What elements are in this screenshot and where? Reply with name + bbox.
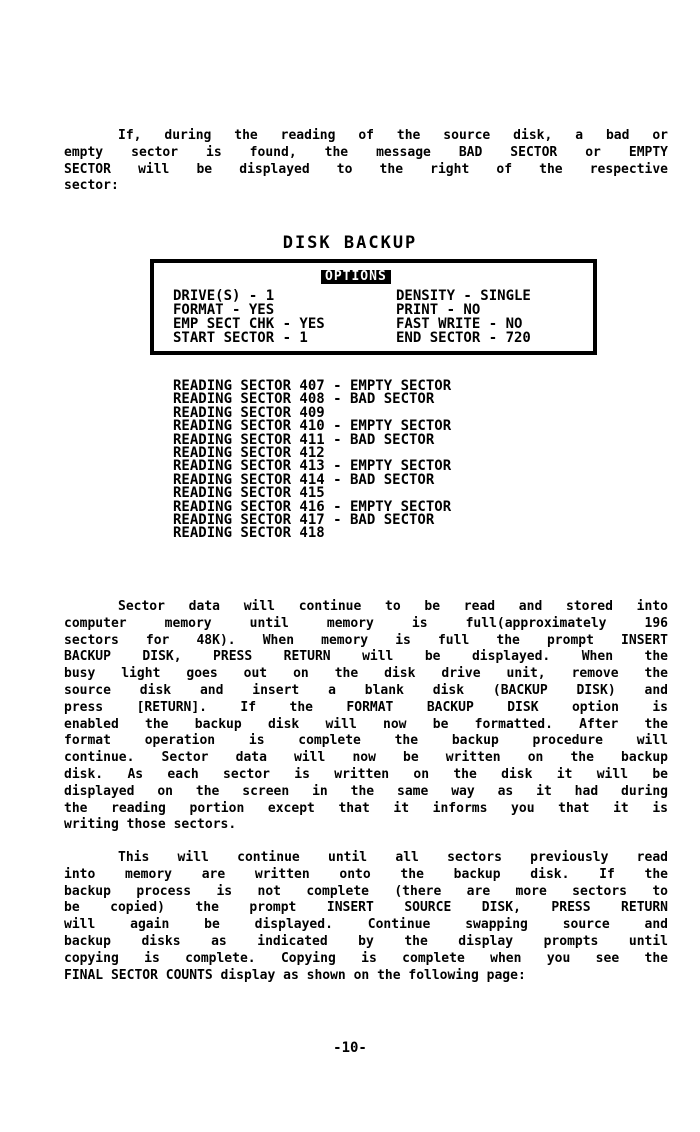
log-line: READING SECTOR 414 - BAD SECTOR <box>173 471 435 488</box>
log-line: READING SECTOR 415 <box>173 485 325 502</box>
text-line: SECTOR will be displayed to the right of the respective <box>64 161 668 177</box>
log-line: READING SECTOR 418 <box>173 525 325 542</box>
text-line: into memory are written onto the backup disk. If the <box>64 866 668 882</box>
text-line: sectors for 48K). When memory is full the prompt INSERT <box>64 632 668 648</box>
text-line: enabled the backup disk will now be formatted. After the <box>64 716 668 732</box>
option-density: DENSITY - SINGLE <box>396 288 531 304</box>
options-right-column <box>396 289 531 345</box>
log-line: READING SECTOR 417 - BAD SECTOR <box>173 512 435 529</box>
text-line: This will continue until all sectors previously read <box>118 850 668 865</box>
text-line: copying is complete. Copying is complete when you see the <box>64 950 668 966</box>
log-line: READING SECTOR 410 - EMPTY SECTOR <box>173 418 452 435</box>
page-number: -10- <box>333 1040 367 1056</box>
text-line: continue. Sector data will now be written on the backup <box>64 750 668 766</box>
sector-log <box>173 380 451 541</box>
text-line: format operation is complete the backup procedure will <box>64 733 668 749</box>
text-line: computer memory until memory is full(approximately 196 <box>64 615 668 631</box>
text-line: displayed on the screen in the same way as it had during <box>64 783 668 799</box>
text-line: backup disks as indicated by the display prompts until <box>64 933 668 949</box>
text-line: empty sector is found, the message BAD SECTOR or EMPTY <box>64 144 668 160</box>
log-line: READING SECTOR 408 - BAD SECTOR <box>173 391 435 408</box>
log-line: READING SECTOR 411 - BAD SECTOR <box>173 431 435 448</box>
swap-paragraph <box>64 850 668 984</box>
text-line: source disk and insert a blank disk (BACKUP DISK) and <box>64 682 668 698</box>
text-line: backup process is not complete (there are more sectors to <box>64 883 668 899</box>
text-line: FINAL SECTOR COUNTS display as shown on the following page: <box>64 967 526 983</box>
option-drives: DRIVE(S) - 1 <box>173 288 275 304</box>
option-end-sector: END SECTOR - 720 <box>396 330 531 346</box>
memory-paragraph <box>64 599 668 834</box>
text-line: will again be displayed. Continue swapping source and <box>64 917 668 933</box>
text-line: the reading portion except that it informs you that it is <box>64 800 668 816</box>
screen-title: DISK BACKUP <box>282 233 418 253</box>
text-line: If, during the reading of the source disk, a bad or <box>118 128 668 143</box>
text-line: be copied) the prompt INSERT SOURCE DISK, PRESS RETURN <box>64 900 668 916</box>
options-left-column <box>173 289 325 345</box>
log-line: READING SECTOR 407 - EMPTY SECTOR <box>173 378 452 394</box>
option-fast-write: FAST WRITE - NO <box>396 316 523 332</box>
text-line: writing those sectors. <box>64 817 237 833</box>
log-line: READING SECTOR 413 - EMPTY SECTOR <box>173 458 452 475</box>
option-format: FORMAT - YES <box>173 302 275 318</box>
log-line: READING SECTOR 416 - EMPTY SECTOR <box>173 498 452 515</box>
text-line: disk. As each sector is written on the disk it will be <box>64 766 668 782</box>
option-print: PRINT - NO <box>396 302 481 318</box>
option-start-sector: START SECTOR - 1 <box>173 330 308 346</box>
text-line: BACKUP DISK, PRESS RETURN will be displayed. When the <box>64 649 668 665</box>
option-empty-sector-check: EMP SECT CHK - YES <box>173 316 325 332</box>
text-line: press [RETURN]. If the FORMAT BACKUP DISK option is <box>64 699 668 715</box>
log-line: READING SECTOR 412 <box>173 445 325 462</box>
intro-paragraph <box>64 128 668 195</box>
text-line: busy light goes out on the disk drive unit, remove the <box>64 666 668 682</box>
options-label: OPTIONS <box>321 270 391 284</box>
log-line: READING SECTOR 409 <box>173 404 325 421</box>
text-line: Sector data will continue to be read and stored into <box>118 599 668 614</box>
options-panel <box>150 259 597 355</box>
text-line: sector: <box>64 178 119 194</box>
